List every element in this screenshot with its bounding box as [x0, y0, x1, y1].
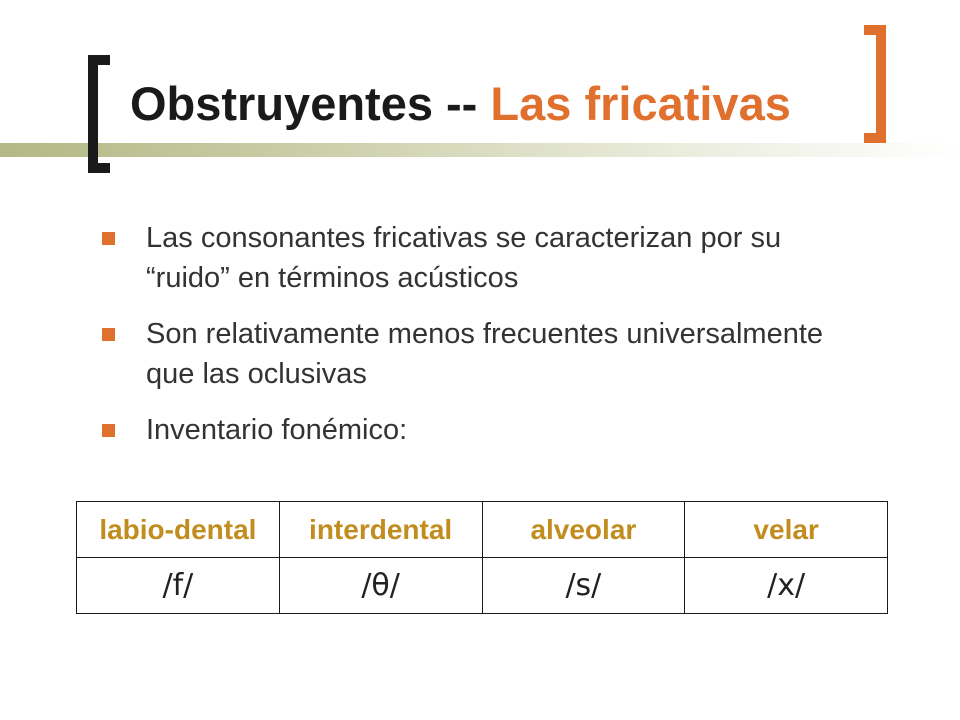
square-bullet-icon — [102, 232, 115, 245]
bullet-item — [102, 218, 862, 298]
slide-title-main: Obstruyentes -- — [130, 77, 478, 130]
table-header-row — [77, 502, 888, 558]
table-cell: /x/ — [685, 558, 888, 614]
table-header-cell: labio-dental — [77, 502, 280, 558]
right-bracket-decoration — [864, 25, 886, 143]
table-header-cell: alveolar — [482, 502, 685, 558]
table-header-cell: velar — [685, 502, 888, 558]
bullet-list — [102, 218, 862, 466]
table-cell: /f/ — [77, 558, 280, 614]
table-row — [77, 558, 888, 614]
slide-title — [130, 74, 791, 134]
bullet-text: Las consonantes fricativas se caracterizan por su “ruido” en términos acústicos — [146, 222, 782, 294]
bullet-text: Son relativamente menos frecuentes universalmente que las oclusivas — [146, 318, 824, 390]
left-bracket-decoration — [88, 55, 110, 173]
table-cell: /θ/ — [279, 558, 482, 614]
square-bullet-icon — [102, 328, 115, 341]
slide-title-accent: Las fricativas — [490, 77, 791, 130]
table-cell: /s/ — [482, 558, 685, 614]
title-underline-rule — [0, 143, 960, 157]
bullet-text: Inventario fonémico: — [146, 414, 408, 446]
phoneme-inventory-table — [76, 501, 888, 614]
bullet-item — [102, 314, 862, 394]
table-header-cell: interdental — [279, 502, 482, 558]
square-bullet-icon — [102, 424, 115, 437]
bullet-item — [102, 410, 862, 450]
